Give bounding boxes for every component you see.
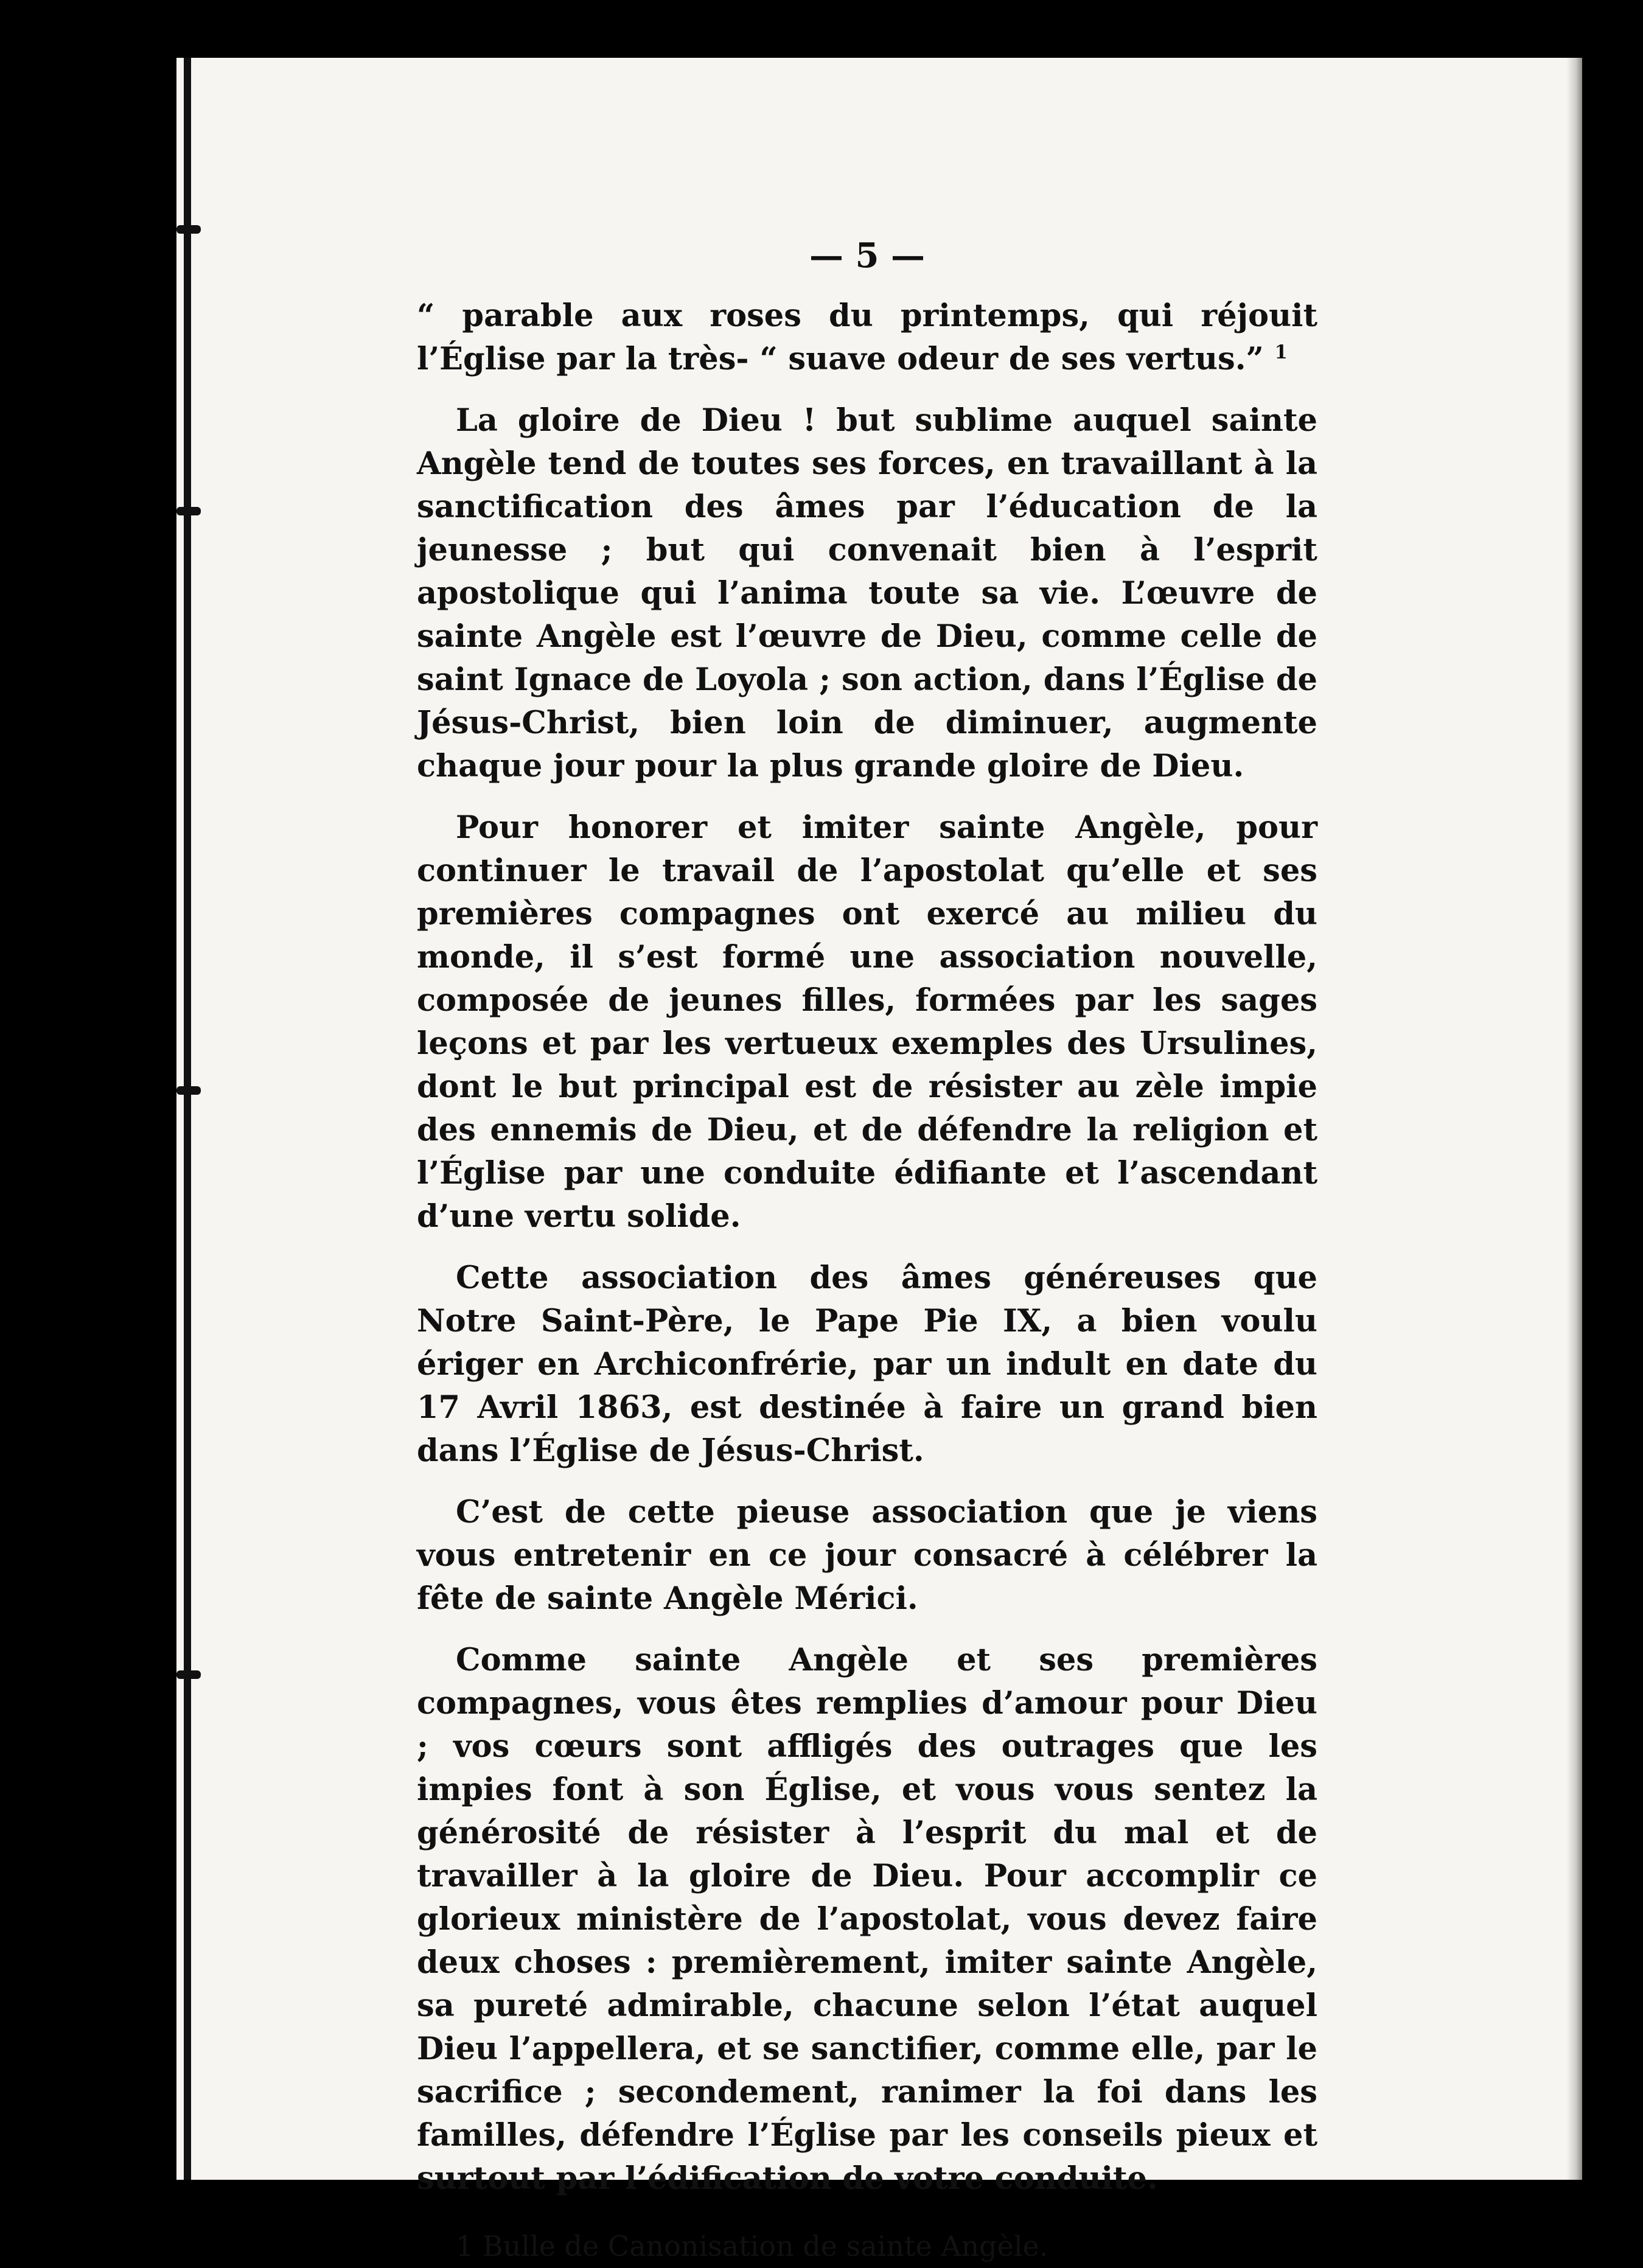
page-number: — 5 — xyxy=(809,236,925,276)
text-body xyxy=(417,234,1317,2268)
paragraph: La gloire de Dieu ! but sublime auquel sainte Angèle tend de toutes ses forces, en travaillant à la sanctification des âmes par l’éducation de la jeunesse ; but qui convenait bien à l’esprit apostolique qui l’anima toute sa vie. L’œuvre de sainte Angèle est l’œuvre de Dieu, comme celle de saint Ignace de Loyola ; son action, dans l’Église de Jésus-Christ, bien loin de diminuer, augmente chaque jour pour la plus grande gloire de Dieu. xyxy=(417,402,1317,784)
footnote-marker: 1 xyxy=(1274,341,1288,363)
paragraph: Cette association des âmes généreuses que Notre Saint-Père, le Pape Pie IX, a bien voulu ériger en Archiconfrérie, par un indult en date du 17 Avril 1863, est destinée à faire un grand bien dans l’Église de Jésus-Christ. xyxy=(417,1260,1317,1469)
paragraph: “ parable aux roses du printemps, qui réjouit l’Église par la très- “ suave odeur de ses vertus.” $^1$ xyxy=(417,298,1317,377)
footnote: 1 Bulle de Canonisation de sainte Angèle. xyxy=(456,2230,1048,2263)
paragraph: C’est de cette pieuse association que je viens vous entretenir en ce jour consacré à célébrer la fête de sainte Angèle Mérici. xyxy=(417,1494,1317,1617)
binding-notch xyxy=(176,225,201,234)
binding-notch xyxy=(176,507,201,515)
binding-edge xyxy=(184,58,191,2180)
page-edge-shadow xyxy=(1566,58,1582,2180)
binding-notch xyxy=(176,1670,201,1679)
paragraph: Pour honorer et imiter sainte Angèle, pour continuer le travail de l’apostolat qu’elle et ses premières compagnes ont exercé au milieu du monde, il s’est formé une association nouvelle, composée de jeunes filles, formées par les sages leçons et par les vertueux exemples des Ursulines, dont le but principal est de résister au zèle impie des ennemis de Dieu, et de défendre la religion et l’Église par une conduite édifiante et l’ascendant d’une vertu solide. xyxy=(417,809,1317,1235)
scanned-page xyxy=(176,58,1582,2263)
binding-notch xyxy=(176,1086,201,1095)
paragraph: Comme sainte Angèle et ses premières compagnes, vous êtes remplies d’amour pour Dieu ; vos cœurs sont affligés des outrages que les impies font à son Église, et vous vous sentez la générosité de résister à l’esprit du mal et de travailler à la gloire de Dieu. Pour accomplir ce glorieux ministère de l’apostolat, vous devez faire deux choses : premièrement, imiter sainte Angèle, sa pureté admirable, chacune selon l’état auquel Dieu l’appellera, et se sanctifier, comme elle, par le sacrifice ; secondement, ranimer la foi dans les familles, défendre l’Église par les conseils pieux et surtout par l’édification de votre conduite. xyxy=(417,1642,1317,2197)
